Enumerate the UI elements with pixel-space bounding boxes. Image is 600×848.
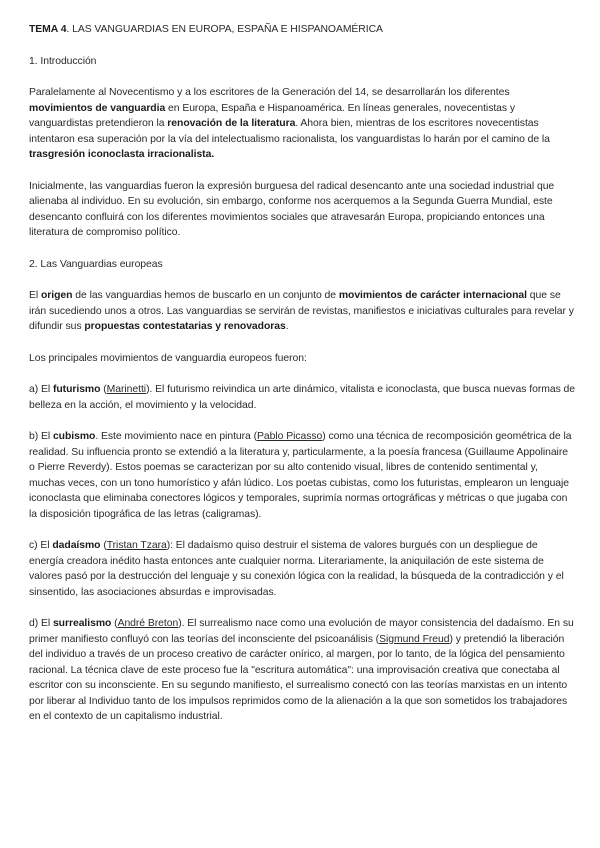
document-title: [29, 22, 575, 38]
movement-name: surrealismo: [52, 618, 112, 629]
text-run: .: [285, 321, 289, 332]
bold-run: movimientos de carácter internacional: [338, 290, 527, 301]
origin-paragraph: [29, 288, 575, 335]
bold-run: trasgresión iconoclasta irracionalista.: [29, 149, 215, 160]
text-run: ) como una técnica de recomposición geométrica de la realidad. Su influencia pronto se extendió a la literatura y, particularmente, a la poesía francesa (Guillaume Appolinaire o Pierre Reverdy). Estos poemas se caracterizan por su alto contenido visual, libres de contenido sentimental y, muchas veces, con un tono humorístico y afán lúdico. Los poetas cubistas, como los futuristas, emplearon un lenguaje iconoclasta que eliminaba conectores lógicos y temporales, suprimía normas ortográficas y métricas o que jugaba con la disposición tipográfica de las letras (caligramas).: [29, 431, 572, 520]
text-run: de las vanguardias hemos de buscarlo en un conjunto de: [72, 290, 339, 301]
intro-paragraph-2: Inicialmente, las vanguardias fueron la expresión burguesa del radical desencanto ante una sociedad industrial que alienaba al individuo. En su evolución, sin embargo, conforme nos acerquemos a la Segunda Guerra Mundial, este desencanto confluirá con los diferentes movimientos sociales que atravesarán Europa, propiciando entonces una literatura de compromiso político.: [29, 180, 555, 238]
dadaismo-paragraph: [29, 538, 575, 600]
marinetti-link[interactable]: Marinetti: [106, 384, 147, 395]
text-run: c) El: [29, 540, 53, 551]
document-page: [29, 22, 575, 725]
pablo-picasso-link[interactable]: Pablo Picasso: [257, 431, 323, 442]
cubismo-paragraph: [29, 429, 575, 522]
text-run: ). El surrealismo nace como una evolución de mayor consistencia del dadaísmo. En su primer manifiesto confluyó con las teorías del inconsciente del psicoanálisis (: [29, 618, 574, 645]
bold-run: propuestas contestatarias y renovadoras: [84, 321, 286, 332]
andre-breton-link[interactable]: André Breton: [117, 618, 179, 629]
text-run: b) El: [29, 431, 53, 442]
text-run: . Ahora bien, mientras de los escritores novecentistas intentaron esa superación por la vía del intelectualismo racionalista, los vanguardistas lo harán por el camino de la: [29, 118, 550, 145]
title-bold: TEMA 4: [29, 24, 67, 35]
bold-run: origen: [40, 290, 73, 301]
movement-name: dadaísmo: [52, 540, 101, 551]
text-run: ) y pretendió la liberación del individuo a través de un proceso creativo de carácter onírico, al margen, por lo tanto, de la lógica del pensamiento racional. La técnica clave de este proceso fue la "escritura automática": una improvisación creativa que conectaba al escritor con su inconsciente. En su segundo manifiesto, el surrealismo conectó con las teorías marxistas en un intento por liberar al Individuo tanto de los impulsos reprimidos como de la alienación a la que son sometidos los trabajadores en el contexto de un capitalismo industrial.: [29, 633, 568, 722]
tristan-tzara-link[interactable]: Tristan Tzara: [106, 540, 167, 551]
text-run: que se irán sucediendo unos a otros. Las vanguardias se servirán de revistas, manifiestos e iniciativas culturales para revelar y difundir sus: [29, 290, 574, 332]
text-run: ): El dadaísmo quiso destruir el sistema de valores burgués con un despliegue de energía creadora inédito hasta entonces ante cualquier norma. Literariamente, la aniquilación de este sistema de valores pasó por la destrucción del lenguaje y su conexión lógica con la realidad, la búsqueda de la contradicción y el sinsentido, las asociaciones absurdas e improvisadas.: [29, 540, 564, 598]
movements-intro: Los principales movimientos de vanguardia europeos fueron:: [29, 352, 307, 364]
futurismo-paragraph: [29, 382, 575, 413]
text-run: El: [29, 290, 41, 301]
section-2-heading: 2. Las Vanguardias europeas: [29, 258, 163, 270]
text-run: a) El: [29, 384, 53, 395]
text-run: ). El futurismo reivindica un arte dinámico, vitalista e iconoclasta, que busca nuevas formas de belleza en la acción, el movimiento y la velocidad.: [29, 384, 576, 411]
section-1-heading: 1. Introducción: [29, 55, 97, 67]
text-run: (: [100, 384, 107, 395]
text-run: (: [100, 540, 107, 551]
movement-name: cubismo: [52, 431, 96, 442]
intro-paragraph-1: [29, 85, 575, 163]
sigmund-freud-link[interactable]: Sigmund Freud: [379, 633, 450, 645]
title-rest: . LAS VANGUARDIAS EN EUROPA, ESPAÑA E HISPANOAMÉRICA: [66, 24, 383, 35]
text-run: Paralelamente al Novecentismo y a los escritores de la Generación del 14, se desarrollarán los diferentes: [29, 87, 510, 98]
bold-run: movimientos de vanguardia: [29, 102, 166, 114]
movement-name: futurismo: [52, 384, 101, 395]
text-run: d) El: [29, 618, 53, 629]
text-run: en Europa, España e Hispanoamérica. En líneas generales, novecentistas y vanguardistas pretendieron la: [29, 102, 516, 129]
bold-run: renovación de la literatura: [167, 118, 296, 129]
text-run: . Este movimiento nace en pintura (: [95, 431, 258, 442]
surrealismo-paragraph: [29, 616, 575, 725]
text-run: (: [111, 618, 118, 629]
